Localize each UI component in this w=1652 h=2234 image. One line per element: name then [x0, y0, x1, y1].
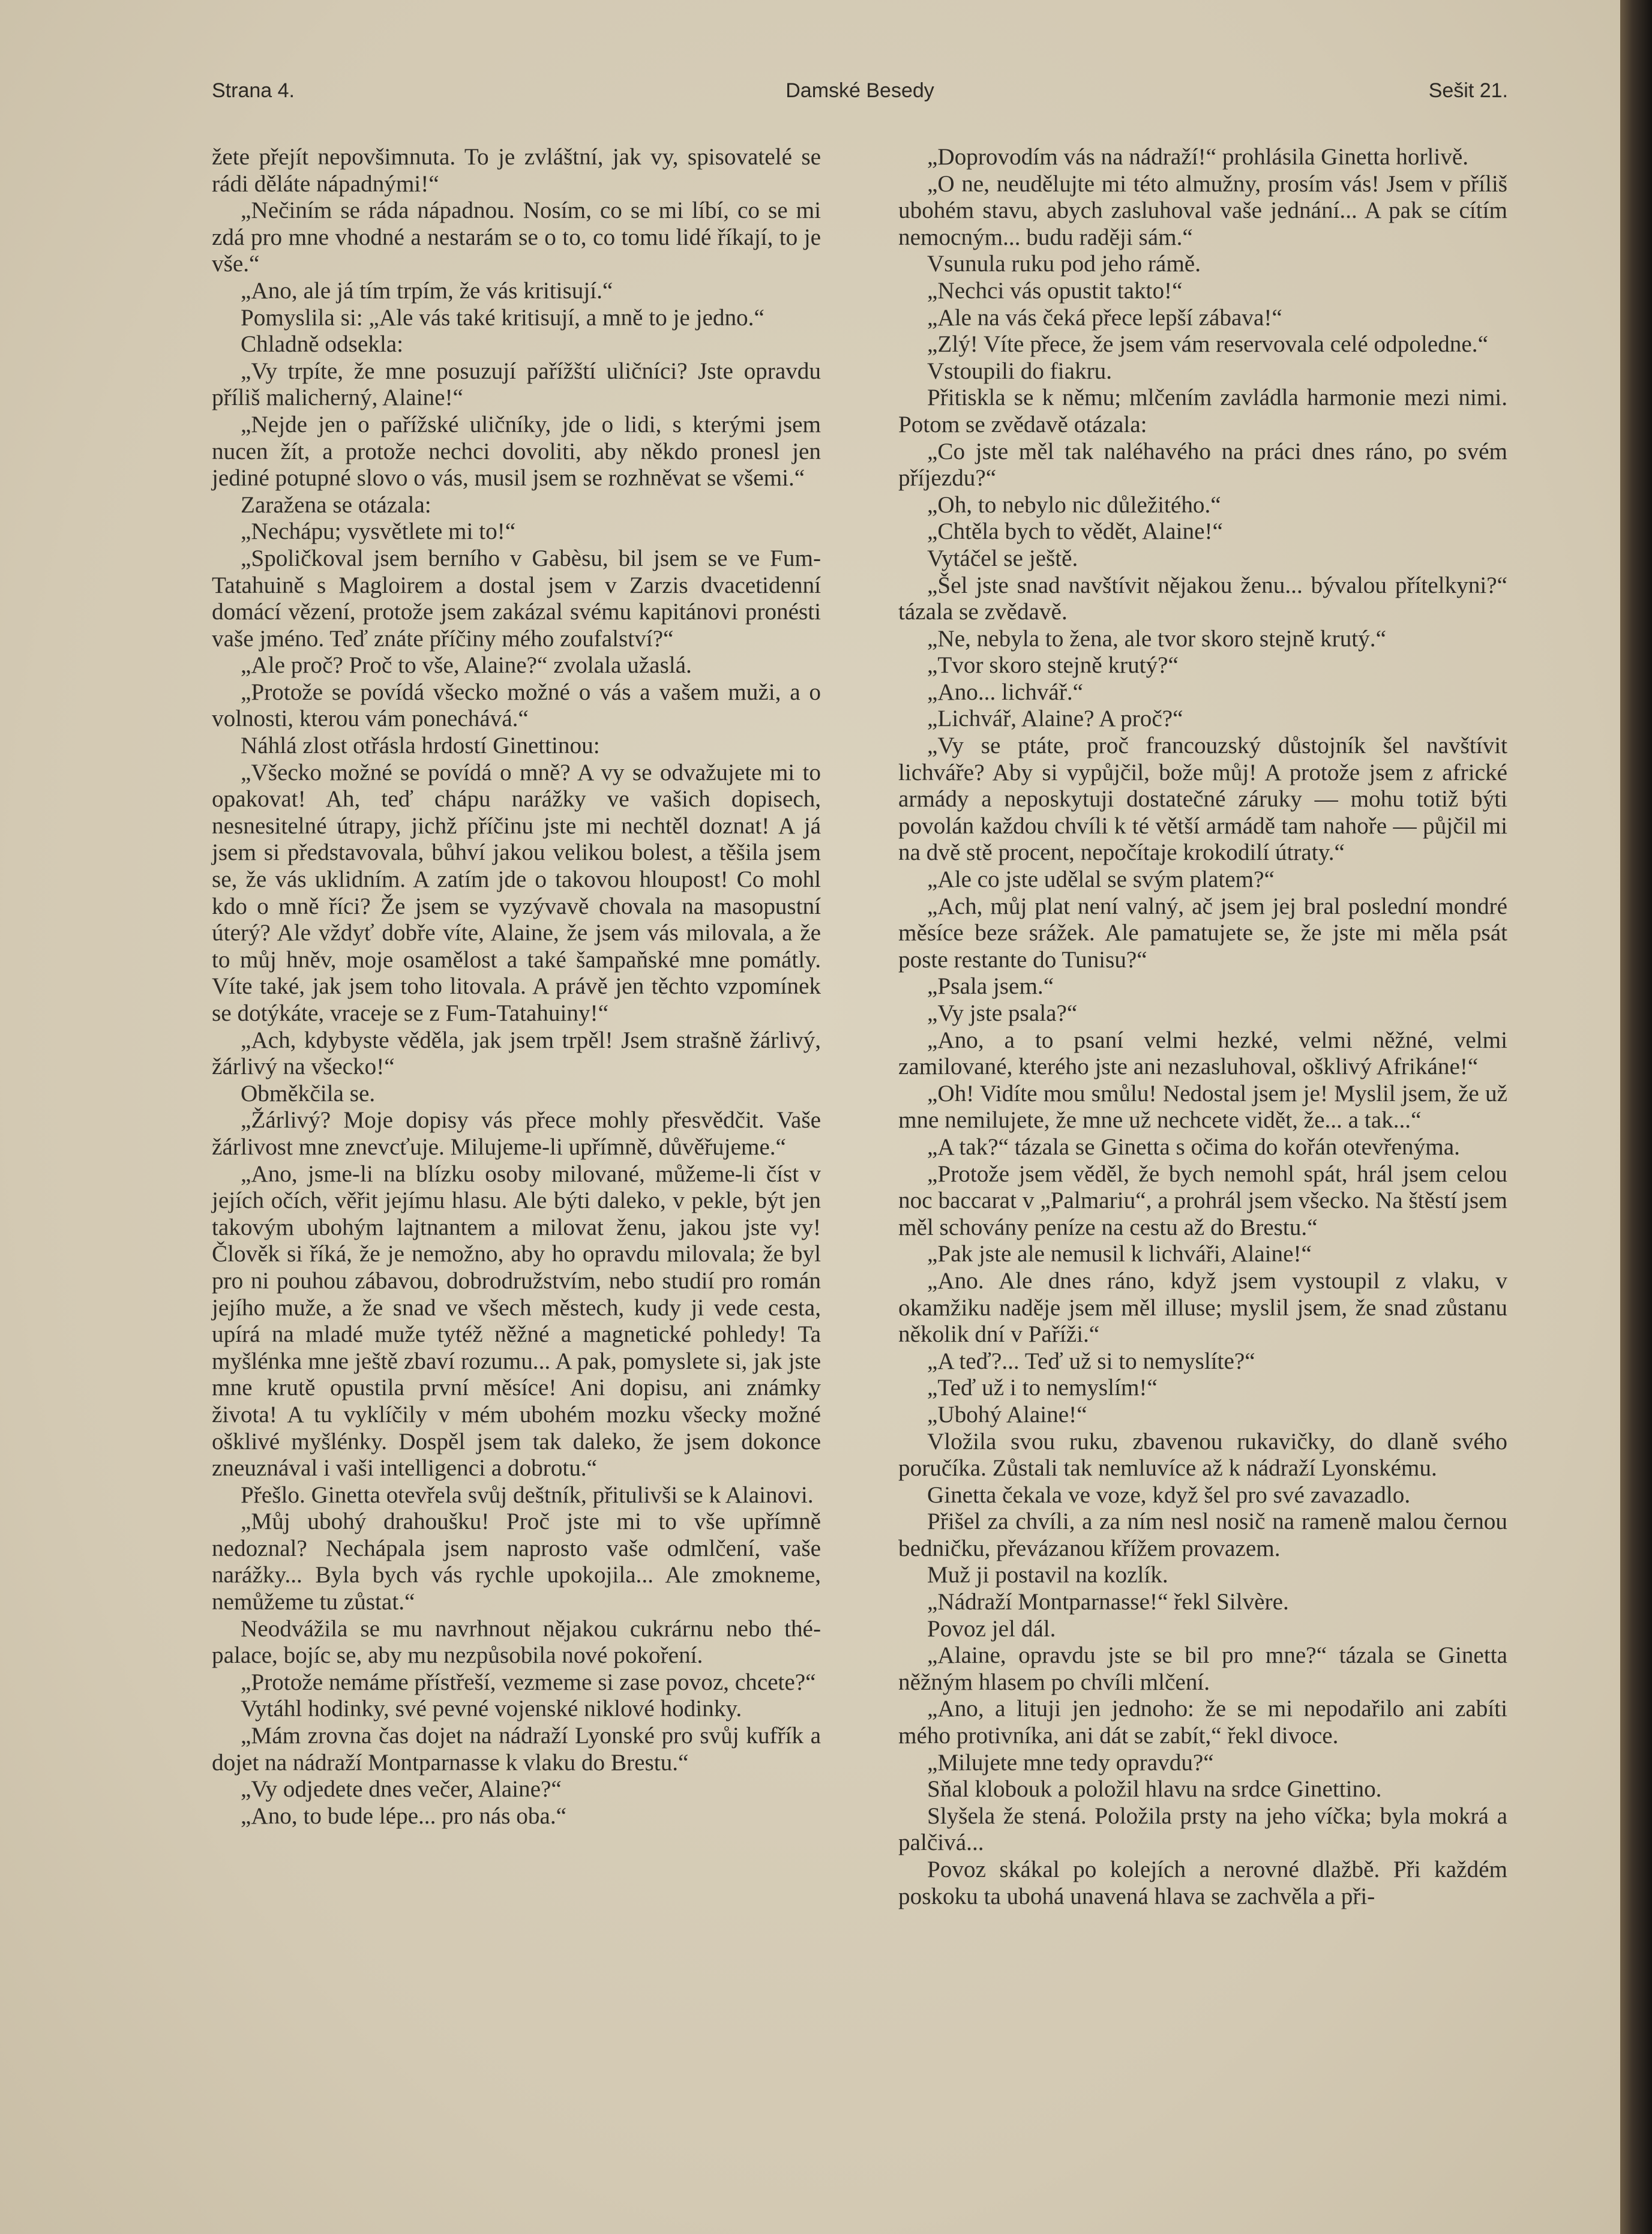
paragraph: Pomyslila si: „Ale vás také kritisují, a mně to je jedno.“ — [241, 304, 764, 331]
paragraph: „Ano, to bude lépe... pro nás oba.“ — [241, 1803, 567, 1829]
paragraph: Povoz jel dál. — [927, 1615, 1056, 1642]
paragraph: „Teď už i to nemyslím!“ — [927, 1375, 1158, 1401]
paragraph: Vstoupili do fiakru. — [927, 358, 1113, 384]
paragraph: „Vy jste psala?“ — [927, 1000, 1078, 1026]
running-header — [212, 79, 1508, 109]
paragraph: Ginetta čekala ve voze, když šel pro své zavazadlo. — [927, 1482, 1411, 1508]
page-binding-shadow — [1620, 0, 1652, 2234]
text-column-left — [212, 144, 821, 1830]
paragraph: „Nechci vás opustit takto!“ — [927, 277, 1183, 304]
paragraph: „Ale na vás čeká přece lepší zábava!“ — [927, 304, 1282, 331]
paragraph: „Alaine, opravdu jste se bil pro mne?“ tázala se Ginetta něžným hlasem po chvíli mlčení. — [898, 1642, 1507, 1695]
paragraph: Muž ji postavil na kozlík. — [927, 1562, 1168, 1588]
paragraph: „Ano, jsme-li na blízku osoby milované, můžeme-li číst v jejích očích, věřit jejímu hlasu. Ale býti daleko, v pekle, být jen takovým ubohým lajtnantem a milovat ženu, jakou jste vy! Člověk si říká, že je nemožno, aby ho opravdu milovala; že byl pro ni pouhou zábavou, dobrodružstvím, nebo studií pro román jejího muže, a že snad ve všech městech, kudy ji vede cesta, upírá na mladé muže tytéž něžné a magnetické pohledy! Ta myšlénka mne ještě zbaví rozumu... A pak, pomyslete si, jak jste mne krutě opustila první měsíce! Ani dopisu, ani známky života! A tu vyklíčily v mém ubohém mozku všecky možné ošklivé myšlénky. Dospěl jsem tak daleko, že jsem dokonce zneuznával i vaši intelligenci a dobrotu.“ — [212, 1161, 821, 1482]
paragraph: „Ano. Ale dnes ráno, když jsem vystoupil z vlaku, v okamžiku naděje jsem měl illuse; myslil jsem, že snad zůstanu několik dní v Paříži.“ — [898, 1267, 1507, 1348]
paragraph: „Nečiním se ráda nápadnou. Nosím, co se mi líbí, co se mi zdá pro mne vhodné a nestarám se o to, co tomu lidé říkají, to je vše.“ — [212, 197, 821, 277]
page-number: Strana 4. — [212, 79, 295, 102]
paragraph: „Nádraží Montparnasse!“ řekl Silvère. — [927, 1589, 1289, 1615]
paragraph: „Co jste měl tak naléhavého na práci dnes ráno, po svém příjezdu?“ — [898, 438, 1507, 491]
text-column-right — [898, 144, 1507, 1910]
paragraph: „Ano, ale já tím trpím, že vás kritisují.“ — [241, 277, 613, 304]
paragraph: Vytáčel se ještě. — [927, 545, 1078, 571]
issue-number: Sešit 21. — [1428, 79, 1508, 102]
paragraph: „Vy se ptáte, proč francouzský důstojník šel navštívit lichváře? Aby si vypůjčil, bože můj! A protože jsem z africké armády a neposkytuji dostatečné záruky — mohu totiž býti povolán každou chvíli k té větší armádě tam nahoře — půjčil mi na dvě stě procent, nepočítaje krokodilí útraty.“ — [898, 733, 1507, 866]
paragraph: žete přejít nepovšimnuta. To je zvláštní, jak vy, spisovatelé se rádi děláte nápadnými!“ — [212, 144, 821, 197]
paragraph: „Žárlivý? Moje dopisy vás přece mohly přesvědčit. Vaše žárlivost mne znevcťuje. Milujeme-li upřímně, důvěřujeme.“ — [212, 1107, 821, 1160]
paragraph: „Ale co jste udělal se svým platem?“ — [927, 866, 1275, 893]
paragraph: Přitiskla se k němu; mlčením zavládla harmonie mezi nimi. Potom se zvědavě otázala: — [898, 385, 1507, 437]
paragraph: „Ach, kdybyste věděla, jak jsem trpěl! Jsem strašně žárlivý, žárlivý na všecko!“ — [212, 1027, 821, 1080]
paragraph: „Protože se povídá všecko možné o vás a vašem muži, a o volnosti, kterou vám ponechává.“ — [212, 679, 821, 732]
paragraph: „Doprovodím vás na nádraží!“ prohlásila Ginetta horlivě. — [927, 144, 1469, 170]
paragraph: „Milujete mne tedy opravdu?“ — [927, 1749, 1214, 1776]
paragraph: „Lichvář, Alaine? A proč?“ — [927, 706, 1183, 732]
paragraph: „Vy odjedete dnes večer, Alaine?“ — [241, 1776, 562, 1803]
paragraph: „Zlý! Víte přece, že jsem vám reservovala celé odpoledne.“ — [927, 331, 1488, 358]
paragraph: „O ne, neudělujte mi této almužny, prosím vás! Jsem v příliš ubohém stavu, abych zasluhoval vaše jednání... A pak se cítím nemocným... budu raději sám.“ — [898, 170, 1507, 250]
paragraph: „Můj ubohý drahoušku! Proč jste mi to vše upřímně nedoznal? Nechápala jsem naprosto vaše odmlčení, vaše narážky... Byla bych vás rychle upokojila... Ale zmokneme, nemůžeme tu zůstat.“ — [212, 1509, 821, 1615]
paragraph: „Ano, a lituji jen jednoho: že se mi nepodařilo ani zabíti mého protivníka, ani dát se zabít,“ řekl divoce. — [898, 1696, 1507, 1749]
paragraph: „Ale proč? Proč to vše, Alaine?“ zvolala užaslá. — [241, 652, 692, 679]
paragraph: Zaražena se otázala: — [241, 491, 431, 518]
paragraph: „Tvor skoro stejně krutý?“ — [927, 652, 1179, 679]
paragraph: Povoz skákal po kolejích a nerovné dlažbě. Při každém poskoku ta ubohá unavená hlava se zachvěla a při- — [898, 1857, 1507, 1909]
paragraph: Přešlo. Ginetta otevřela svůj deštník, přitulivši se k Alainovi. — [241, 1482, 814, 1508]
paragraph: Neodvážila se mu navrhnout nějakou cukrárnu nebo thé-palace, bojíc se, aby mu nezpůsobila nové pokoření. — [212, 1615, 821, 1669]
paragraph: Vsunula ruku pod jeho rámě. — [927, 251, 1201, 277]
paragraph: Vložila svou ruku, zbavenou rukavičky, do dlaně svého poručíka. Zůstali tak nemluvíce až k nádraží Lyonskému. — [898, 1428, 1507, 1482]
paragraph: „Šel jste snad navštívit nějakou ženu... bývalou přítelkyni?“ tázala se zvědavě. — [898, 572, 1507, 625]
paragraph: Přišel za chvíli, a za ním nesl nosič na rameně malou černou bedničku, převázanou křížem provazem. — [898, 1509, 1507, 1561]
paragraph: Chladně odsekla: — [241, 331, 403, 358]
paragraph: „Oh! Vidíte mou smůlu! Nedostal jsem je! Myslil jsem, že už mne nemilujete, že mne už nechcete vidět, že... a tak...“ — [898, 1080, 1507, 1134]
paragraph: „Nejde jen o pařížské uličníky, jde o lidi, s kterými jsem nucen žít, a protože nechci dovoliti, aby někdo pronesl jen jediné potupné slovo o vás, musil jsem se rozhněvat se všemi.“ — [212, 411, 821, 491]
paragraph: „A teď?... Teď už si to nemyslíte?“ — [927, 1348, 1255, 1374]
paragraph: „Oh, to nebylo nic důležitého.“ — [927, 491, 1221, 518]
paragraph: „Ano, a to psaní velmi hezké, velmi něžné, velmi zamilované, kterého jste ani nezasluhoval, ošklivý Afrikáne!“ — [898, 1027, 1507, 1080]
paragraph: „Ano... lichvář.“ — [927, 679, 1084, 705]
magazine-title: Damské Besedy — [785, 79, 934, 102]
paragraph: „Pak jste ale nemusil k lichváři, Alaine!“ — [927, 1241, 1312, 1267]
paragraph: Vytáhl hodinky, své pevné vojenské niklové hodinky. — [241, 1696, 742, 1722]
paragraph: „Vy trpíte, že mne posuzují pařížští uličníci? Jste opravdu příliš malicherný, Alaine!“ — [212, 358, 821, 411]
paragraph: „Psala jsem.“ — [927, 973, 1054, 1000]
paragraph: „Nechápu; vysvětlete mi to!“ — [241, 518, 516, 545]
paragraph: „Ne, nebyla to žena, ale tvor skoro stejně krutý.“ — [927, 625, 1386, 652]
paragraph: „Protože jsem věděl, že bych nemohl spát, hrál jsem celou noc baccarat v „Palmariu“, a prohrál jsem všecko. Na štěstí jsem měl schovány peníze na cestu až do Brestu.“ — [898, 1161, 1507, 1240]
paragraph: Obměkčila se. — [241, 1080, 376, 1106]
paragraph: „Ubohý Alaine!“ — [927, 1401, 1087, 1428]
paragraph: Náhlá zlost otřásla hrdostí Ginettinou: — [241, 733, 600, 759]
paragraph: Sňal klobouk a položil hlavu na srdce Ginettino. — [927, 1776, 1382, 1803]
paragraph: Slyšela že stená. Položila prsty na jeho víčka; byla mokrá a palčivá... — [898, 1803, 1507, 1856]
paragraph: „A tak?“ tázala se Ginetta s očima do kořán otevřenýma. — [927, 1134, 1460, 1160]
paragraph: „Chtěla bych to vědět, Alaine!“ — [927, 518, 1223, 545]
paragraph: „Spoličkoval jsem berního v Gabèsu, bil jsem se ve Fum-Tatahuině s Magloirem a dostal jsem v Zarzis dvacetidenní domácí vězení, protože jsem zakázal svému kapitánovi pronésti vaše jméno. Teď znáte příčiny mého zoufalství?“ — [212, 545, 821, 652]
paragraph: „Mám zrovna čas dojet na nádraží Lyonské pro svůj kufřík a dojet na nádraží Montparnasse k vlaku do Brestu.“ — [212, 1723, 821, 1776]
paragraph: „Ach, můj plat není valný, ač jsem jej bral poslední mondré měsíce beze srážek. Ale pamatujete se, že jste mi měla psát poste restante do Tunisu?“ — [898, 893, 1507, 973]
paragraph: „Protože nemáme přístřeší, vezmeme si zase povoz, chcete?“ — [241, 1669, 816, 1695]
paragraph: „Všecko možné se povídá o mně? A vy se odvažujete mi to opakovat! Ah, teď chápu narážky ve vašich dopisech, nesnesitelné útrapy, jichž příčinu jste mi nechtěl doznat! A já jsem si představovala, bůhví jakou velikou bolest, a těšila jsem se, že vás uklidním. A zatím jde o takovou hloupost! Co mohl kdo o mně říci? Že jsem se vyzývavě chovala na masopustní úterý? Ale vždyť dobře víte, Alaine, že jsem vás milovala, a že to můj hněv, moje osamělost a také šampaňské mne pomátly. Víte také, jak jsem toho litovala. A právě jen těchto vzpomínek se dotýkáte, vraceje se z Fum-Tatahuiny!“ — [212, 759, 821, 1026]
